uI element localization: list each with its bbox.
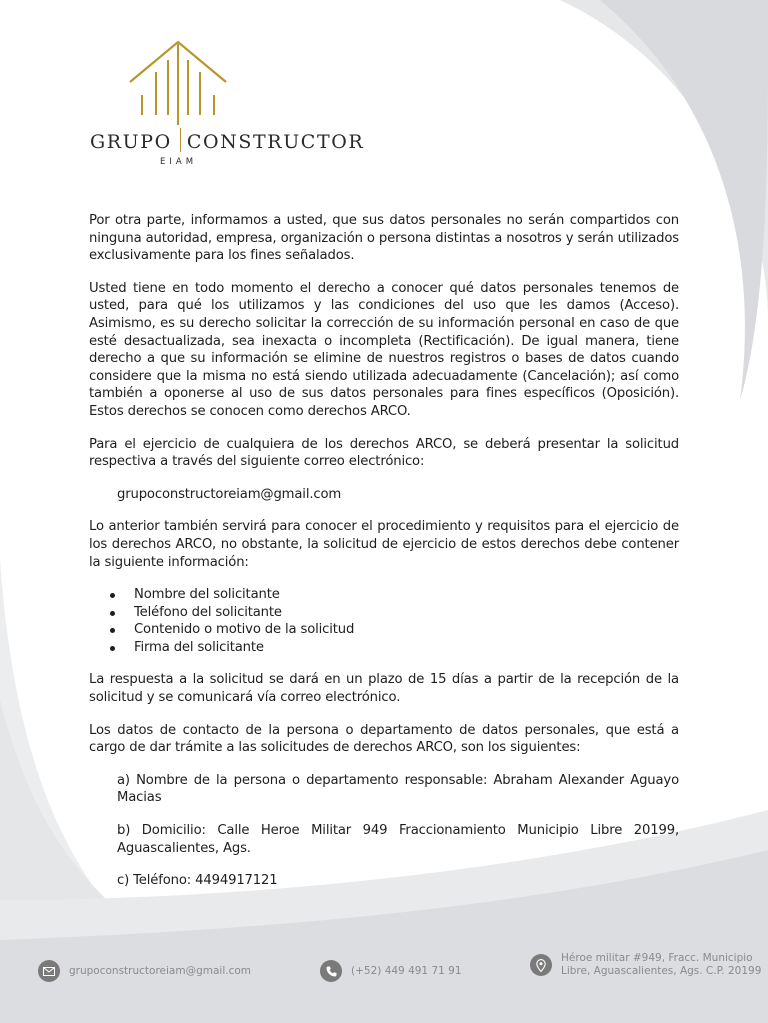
footer-email[interactable] bbox=[38, 960, 251, 982]
list-item: Firma del solicitante bbox=[134, 639, 679, 657]
paragraph-request: Para el ejercicio de cualquiera de los derechos ARCO, se deberá presentar la solicitud respectiva a través del siguiente correo electrónico: bbox=[89, 436, 679, 470]
logo-brand-name bbox=[90, 128, 364, 153]
phone-icon bbox=[320, 960, 342, 982]
paragraph-requirements: Lo anterior también servirá para conocer el procedimiento y requisitos para el ejercicio de los derechos ARCO, no obstante, la solicitud de ejercicio de estos derechos debe contener la siguiente información: bbox=[89, 519, 679, 570]
footer-phone[interactable] bbox=[320, 960, 462, 982]
contact-email-text: grupoconstructoreiam@gmail.com bbox=[117, 486, 342, 502]
footer bbox=[0, 950, 768, 1000]
company-logo bbox=[86, 40, 366, 175]
document-body bbox=[89, 212, 679, 905]
mail-icon bbox=[38, 960, 60, 982]
list-item: Teléfono del solicitante bbox=[134, 604, 679, 622]
list-item: Contenido o motivo de la solicitud bbox=[134, 621, 679, 639]
logo-word-2: CONSTRUCTOR bbox=[186, 131, 365, 153]
requirements-list bbox=[89, 586, 679, 656]
item-phone: c) Teléfono: 4494917121 bbox=[117, 873, 278, 889]
logo-separator bbox=[180, 128, 181, 152]
list-item: Nombre del solicitante bbox=[134, 586, 679, 604]
paragraph-contact-intro: Los datos de contacto de la persona o departamento de datos personales, que está a cargo de dar trámite a las solicitudes de derechos ARCO, son los siguientes: bbox=[89, 722, 679, 756]
footer-address bbox=[530, 952, 761, 978]
item-address: b) Domicilio: Calle Heroe Militar 949 Fraccionamiento Municipio Libre 20199, Aguascalientes, Ags. bbox=[117, 823, 679, 856]
footer-address-line-2: Libre, Aguascalientes, Ags. C.P. 20199 bbox=[561, 965, 762, 977]
footer-address-line-1: Héroe militar #949, Fracc. Municipio bbox=[561, 952, 753, 964]
building-logo-icon bbox=[128, 40, 228, 125]
logo-word-1: GRUPO bbox=[90, 131, 172, 153]
logo-subtitle: EIAM bbox=[160, 157, 198, 167]
paragraph-arco-rights: Usted tiene en todo momento el derecho a conocer qué datos personales tenemos de usted, para qué los utilizamos y las condiciones del uso que les damos (Acceso). Asimismo, es su derecho solicitar la corrección de su información personal en caso de que esté desactualizada, sea inexacta o incompleta (Rectificación). De igual manera, tiene derecho a que su información se elimine de nuestros registros o bases de datos cuando considere que la misma no está siendo utilizada adecuadamente (Cancelación); así como también a oponerse al uso de sus datos personales para fines específicos (Oposición). Estos derechos se conocen como derechos ARCO. bbox=[89, 280, 679, 419]
footer-email-text: grupoconstructoreiam@gmail.com bbox=[69, 964, 252, 977]
item-responsible: a) Nombre de la persona o departamento responsable: Abraham Alexander Aguayo Macias bbox=[117, 772, 679, 806]
location-pin-icon bbox=[530, 954, 552, 976]
paragraph-response: La respuesta a la solicitud se dará en un plazo de 15 días a partir de la recepción de la solicitud y se comunicará vía correo electrónico. bbox=[89, 672, 679, 706]
footer-address-text bbox=[561, 952, 761, 978]
paragraph-sharing: Por otra parte, informamos a usted, que sus datos personales no serán compartidos con ninguna autoridad, empresa, organización o persona distintas a nosotros y serán utilizados exclusivamente para los fines señalados. bbox=[89, 213, 679, 264]
footer-phone-text: (+52) 449 491 71 91 bbox=[351, 964, 462, 977]
